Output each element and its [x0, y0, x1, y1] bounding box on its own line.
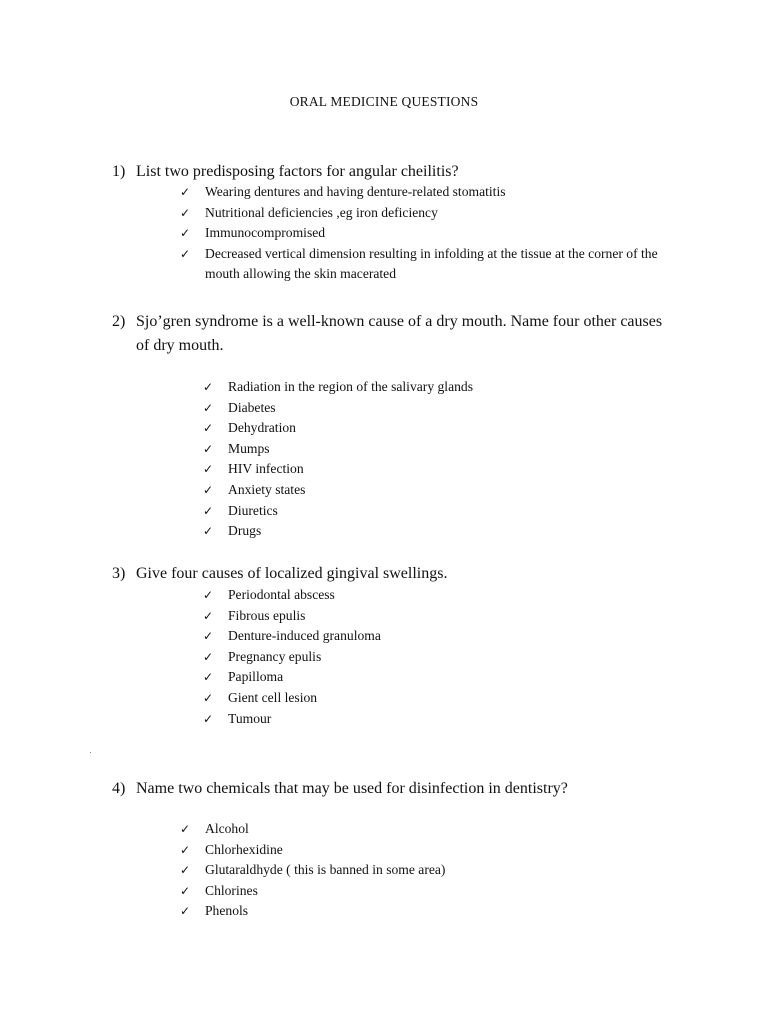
list-item: ✓ Dehydration: [203, 418, 623, 439]
list-item: ✓ Wearing dentures and having denture-related stomatitis: [180, 182, 675, 203]
question-text: Sjo’gren syndrome is a well-known cause of a dry mouth. Name four other causes of dry mouth.: [136, 313, 663, 354]
stray-mark: [90, 752, 91, 753]
list-item: ✓ Papilloma: [203, 667, 623, 688]
question-number: 4): [112, 780, 126, 797]
list-item: ✓ Mumps: [203, 439, 623, 460]
checkmark-icon: ✓: [203, 421, 214, 436]
question-2: [112, 310, 672, 358]
checkmark-icon: ✓: [203, 629, 214, 644]
checkmark-icon: ✓: [180, 904, 191, 919]
checkmark-icon: ✓: [203, 441, 214, 456]
question-text: List two predisposing factors for angular cheilitis?: [136, 163, 459, 180]
checkmark-icon: ✓: [203, 608, 214, 623]
question-text: Give four causes of localized gingival swellings.: [136, 565, 448, 582]
checkmark-icon: ✓: [203, 400, 214, 415]
answer-list-4: [180, 819, 600, 922]
checkmark-icon: ✓: [180, 205, 191, 220]
list-item: ✓ HIV infection: [203, 459, 623, 480]
list-item: ✓ Glutaraldhyde ( this is banned in some area): [180, 860, 600, 881]
list-item: ✓ Fibrous epulis: [203, 606, 623, 627]
list-item: ✓ Alcohol: [180, 819, 600, 840]
question-number: 3): [112, 565, 126, 582]
list-item: ✓ Periodontal abscess: [203, 585, 623, 606]
list-item: ✓ Chlorhexidine: [180, 840, 600, 861]
checkmark-icon: ✓: [180, 226, 191, 241]
question-text: Name two chemicals that may be used for disinfection in dentistry?: [136, 780, 568, 797]
list-item: ✓ Diuretics: [203, 501, 623, 522]
checkmark-icon: ✓: [203, 380, 214, 394]
checkmark-icon: ✓: [203, 670, 214, 685]
list-item: ✓ Denture-induced granuloma: [203, 626, 623, 647]
list-item: ✓ Phenols: [180, 901, 600, 922]
list-item: ✓ Radiation in the region of the salivary glands: [203, 377, 623, 398]
list-item: ✓ Decreased vertical dimension resulting in infolding at the tissue at the corner of the mouth allowing the skin macerated: [180, 245, 658, 282]
checkmark-icon: ✓: [180, 822, 191, 836]
checkmark-icon: ✓: [203, 711, 214, 726]
checkmark-icon: ✓: [203, 503, 214, 518]
list-item: ✓ Nutritional deficiencies ,eg iron deficiency: [180, 203, 675, 224]
answer-list-3: [203, 585, 623, 729]
checkmark-icon: ✓: [180, 883, 191, 898]
checkmark-icon: ✓: [180, 842, 191, 857]
question-number: 1): [112, 163, 126, 180]
list-item: ✓ Immunocompromised: [180, 223, 675, 244]
question-number: 2): [112, 313, 126, 330]
checkmark-icon: ✓: [203, 462, 214, 477]
list-item: ✓ Drugs: [203, 521, 623, 542]
answer-list-2: [203, 377, 623, 542]
list-item: ✓ Chlorines: [180, 881, 600, 902]
checkmark-icon: ✓: [203, 690, 214, 705]
checkmark-icon: ✓: [180, 185, 191, 199]
checkmark-icon: ✓: [180, 863, 191, 878]
list-item: ✓ Diabetes: [203, 398, 623, 419]
list-item: ✓ Tumour: [203, 709, 623, 730]
question-1: [112, 160, 672, 184]
page-title: ORAL MEDICINE QUESTIONS: [289, 94, 479, 109]
list-item: ✓ Pregnancy epulis: [203, 647, 623, 668]
checkmark-icon: ✓: [180, 246, 191, 261]
list-item: ✓ Anxiety states: [203, 480, 623, 501]
checkmark-icon: ✓: [203, 524, 214, 539]
list-item: ✓ Gient cell lesion: [203, 688, 623, 709]
checkmark-icon: ✓: [203, 649, 214, 664]
checkmark-icon: ✓: [203, 482, 214, 497]
checkmark-icon: ✓: [203, 588, 214, 602]
question-4: [112, 777, 672, 801]
question-3: [112, 562, 672, 586]
answer-list-1: [180, 182, 675, 285]
